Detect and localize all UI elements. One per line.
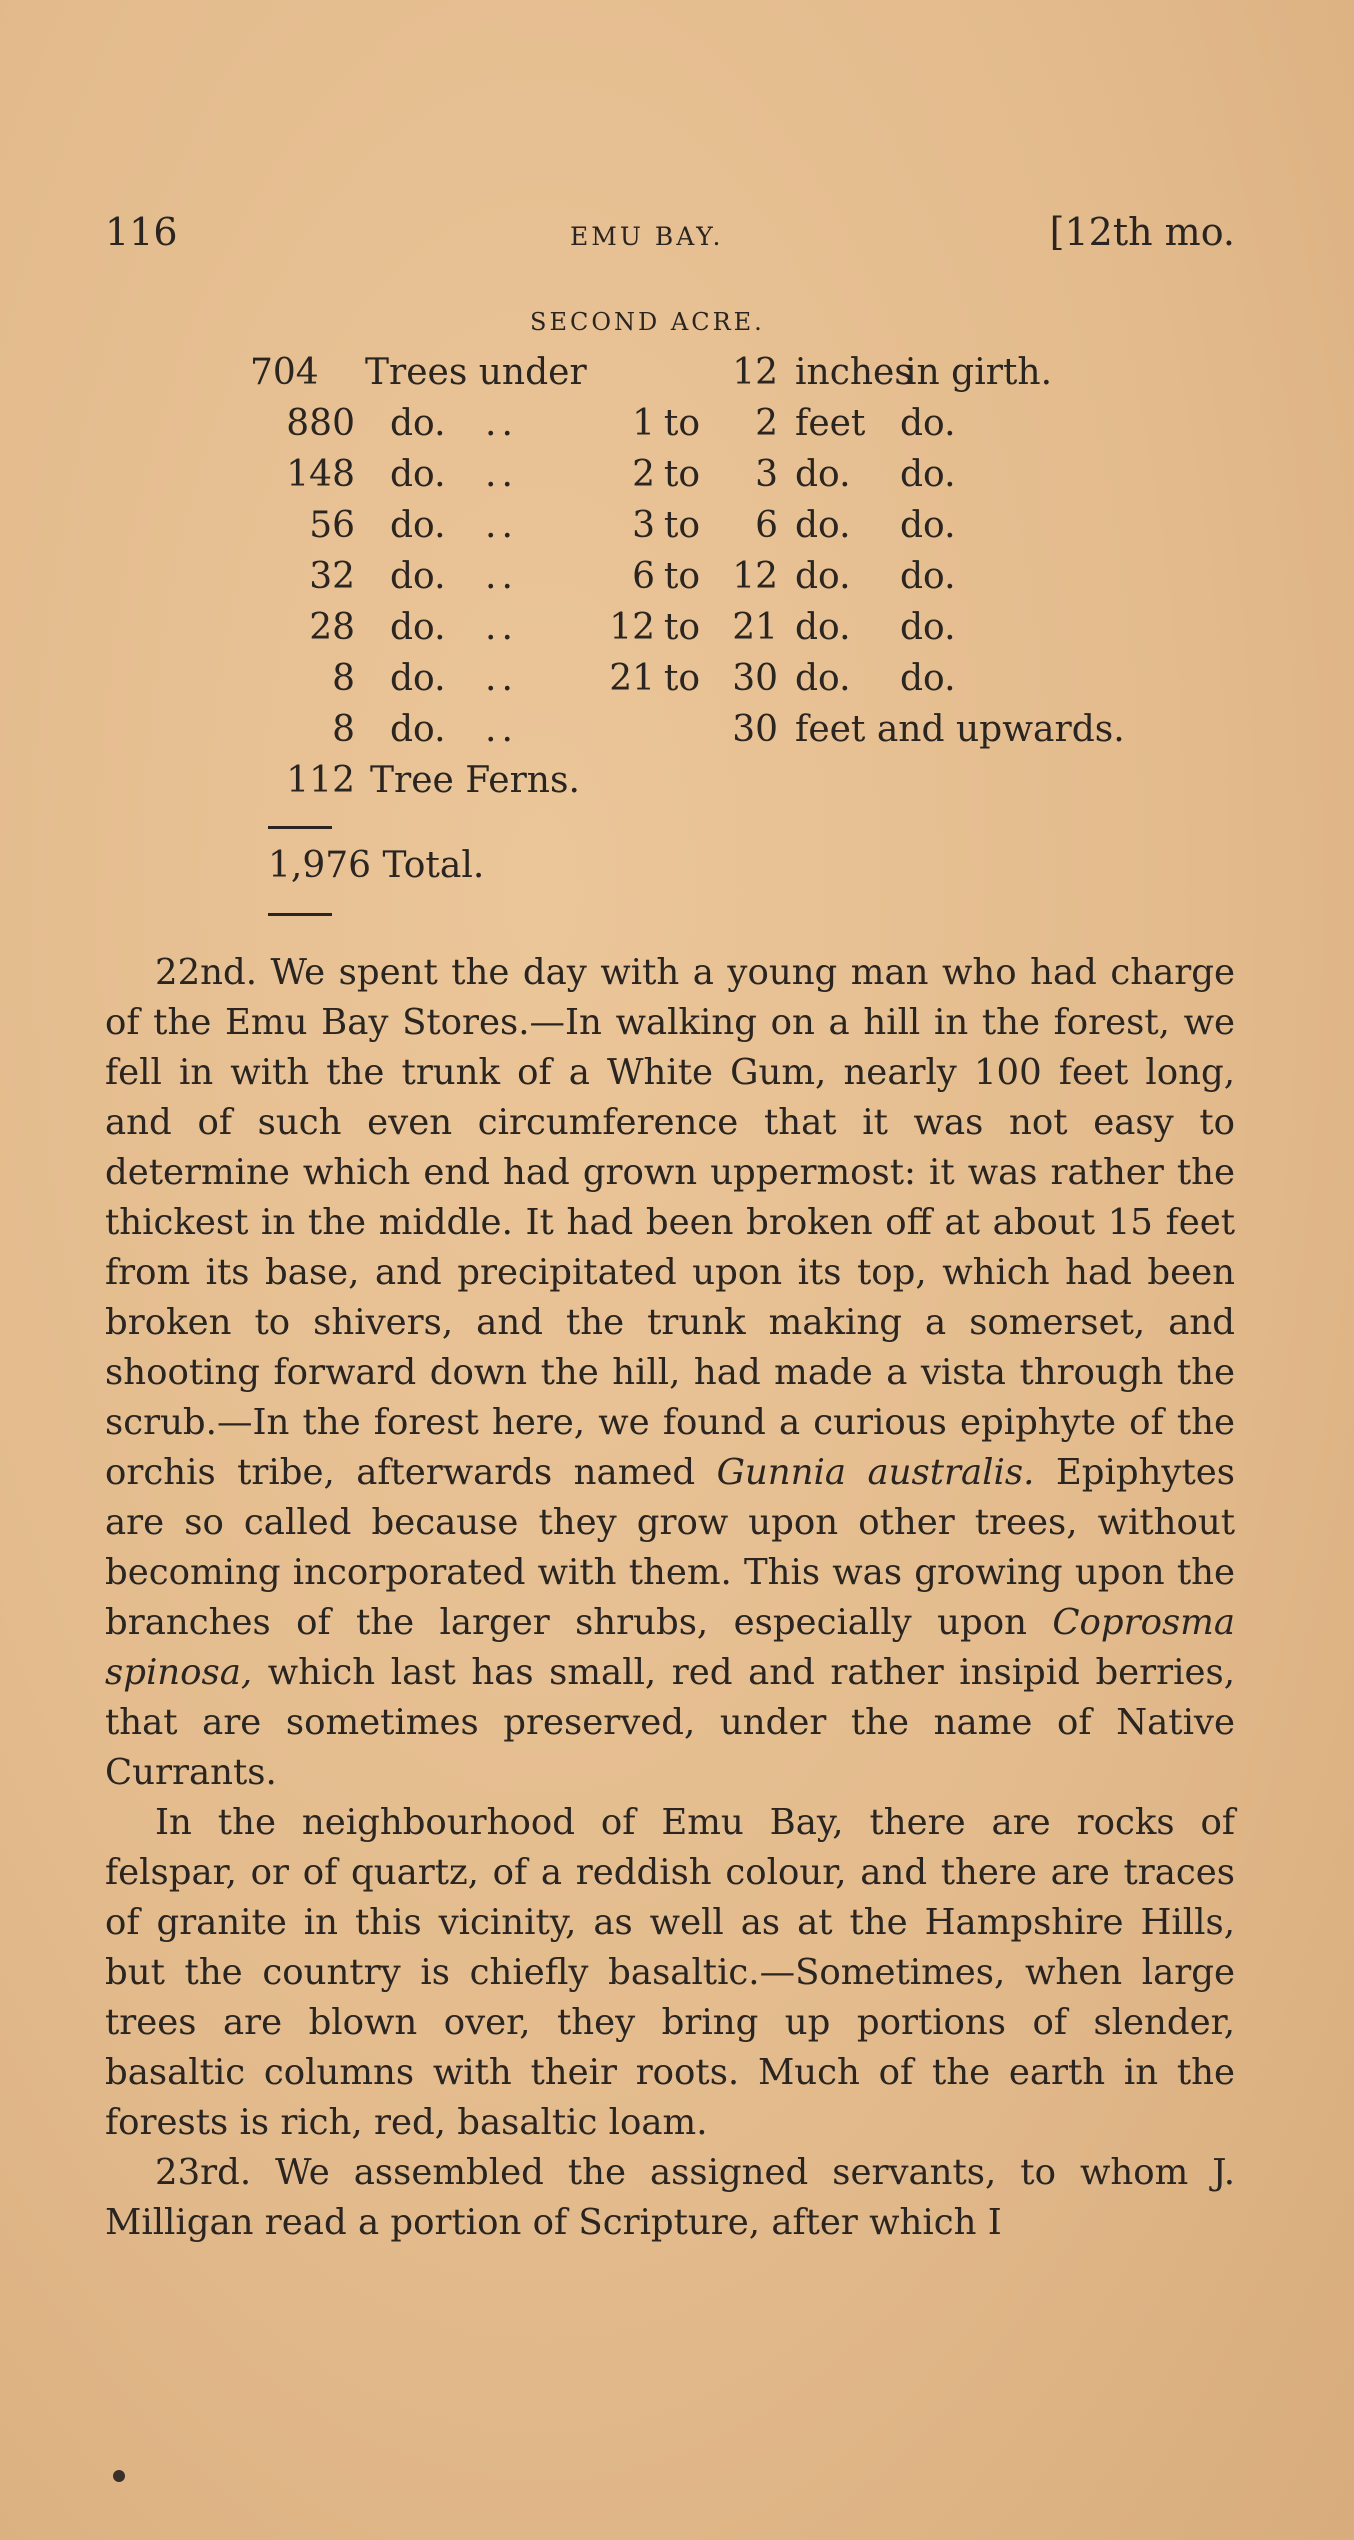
running-head-title: EMU BAY. <box>570 222 724 251</box>
row-label: do. <box>390 403 446 444</box>
table-row <box>250 607 1150 658</box>
row-to: to <box>663 403 701 444</box>
paragraph-text: Epiphytes are so called because they grow upon other trees, without becoming incorporated with them. This was growing upon the branches of the larger shrubs, especially upon <box>105 1452 1235 1643</box>
table-row <box>250 556 1150 607</box>
row-unit: feet <box>795 403 866 444</box>
row-to: to <box>663 505 701 546</box>
month-marker: [12th mo. <box>1049 210 1235 254</box>
row-count: 148 <box>286 454 355 495</box>
row-from: 12 <box>609 607 655 648</box>
species-name: Coprosma spinosa, <box>105 1602 1235 1693</box>
table-row <box>250 760 1150 811</box>
row-upper: 12 <box>732 556 778 597</box>
paragraph-22nd <box>105 948 1235 1798</box>
row-count: 8 <box>332 658 355 699</box>
row-upper: 2 <box>755 403 778 444</box>
row-count: 8 <box>332 709 355 750</box>
row-leader: .. <box>485 454 518 495</box>
row-leader: .. <box>485 556 518 597</box>
table-row <box>250 454 1150 505</box>
running-header <box>105 210 1235 270</box>
body-text <box>105 948 1235 2248</box>
row-unit: do. <box>795 454 851 495</box>
row-label: do. <box>390 454 446 495</box>
row-label: do. <box>390 505 446 546</box>
row-upper: 3 <box>755 454 778 495</box>
row-upper: 30 <box>732 658 778 699</box>
row-note: do. <box>900 607 956 648</box>
row-description: feet and upwards. <box>795 709 1125 750</box>
row-label: Trees under <box>365 352 587 393</box>
row-to: to <box>663 607 701 648</box>
section-title: SECOND ACRE. <box>530 308 765 336</box>
row-from: 6 <box>632 556 655 597</box>
row-label: do. <box>390 607 446 648</box>
table-row <box>250 403 1150 454</box>
row-count: 28 <box>309 607 355 648</box>
table-row <box>250 709 1150 760</box>
row-leader: .. <box>485 709 518 750</box>
row-leader: .. <box>485 505 518 546</box>
species-name: Gunnia australis. <box>716 1452 1035 1493</box>
row-to: to <box>663 556 701 597</box>
row-count: 56 <box>309 505 355 546</box>
row-upper: 12 <box>732 352 778 393</box>
table-row <box>250 352 1150 403</box>
row-from: 21 <box>609 658 655 699</box>
row-note: do. <box>900 556 956 597</box>
row-leader: .. <box>485 403 518 444</box>
row-leader: .. <box>485 607 518 648</box>
total-rule-top <box>268 826 332 829</box>
row-label: do. <box>390 556 446 597</box>
row-count: 112 <box>286 760 355 801</box>
row-to: to <box>663 454 701 495</box>
row-upper: 6 <box>755 505 778 546</box>
row-unit: do. <box>795 607 851 648</box>
row-note: do. <box>900 454 956 495</box>
table-row <box>250 658 1150 709</box>
total-rule-bottom <box>268 913 332 916</box>
tree-count-table <box>250 352 1150 811</box>
row-from: 2 <box>632 454 655 495</box>
row-to: to <box>663 658 701 699</box>
table-total: 1,976 Total. <box>268 845 485 886</box>
row-label: do. <box>390 709 446 750</box>
row-count: 704 <box>250 352 319 393</box>
row-upper: 21 <box>732 607 778 648</box>
row-label: do. <box>390 658 446 699</box>
row-unit: inches <box>795 352 913 393</box>
ink-speck <box>113 2470 125 2482</box>
row-note: do. <box>900 403 956 444</box>
paragraph-emu-bay: In the neighbourhood of Emu Bay, there are rocks of felspar, or of quartz, of a reddish colour, and there are traces of granite in this vicinity, as well as at the Hampshire Hills, but the country is chiefly basaltic.—Sometimes, when large trees are blown over, they bring up portions of slender, basaltic columns with their roots. Much of the earth in the forests is rich, red, basaltic loam. <box>105 1802 1235 2143</box>
row-from: 1 <box>632 403 655 444</box>
row-unit: do. <box>795 556 851 597</box>
table-row <box>250 505 1150 556</box>
page-number: 116 <box>105 210 178 254</box>
row-upper: 30 <box>732 709 778 750</box>
row-unit: do. <box>795 505 851 546</box>
paragraph-text: which last has small, red and rather insipid berries, that are sometimes preserved, under the name of Native Currants. <box>105 1652 1235 1793</box>
row-count: 32 <box>309 556 355 597</box>
row-leader: .. <box>485 658 518 699</box>
row-count: 880 <box>286 403 355 444</box>
row-label: Tree Ferns. <box>370 760 580 801</box>
row-from: 3 <box>632 505 655 546</box>
row-note: in girth. <box>905 352 1053 393</box>
row-note: do. <box>900 505 956 546</box>
row-note: do. <box>900 658 956 699</box>
row-unit: do. <box>795 658 851 699</box>
paragraph-text: 22nd. We spent the day with a young man who had charge of the Emu Bay Stores.—In walking on a hill in the forest, we fell in with the trunk of a White Gum, nearly 100 feet long, and of such even circumference that it was not easy to determine which end had grown uppermost: it was rather the thickest in the middle. It had been broken off at about 15 feet from its base, and precipitated upon its top, which had been broken to shivers, and the trunk making a somerset, and shooting forward down the hill, had made a vista through the scrub.—In the forest here, we found a curious epiphyte of the orchis tribe, afterwards named <box>105 952 1235 1493</box>
paragraph-23rd: 23rd. We assembled the assigned servants, to whom J. Milligan read a portion of Scripture, after which I <box>105 2152 1235 2243</box>
